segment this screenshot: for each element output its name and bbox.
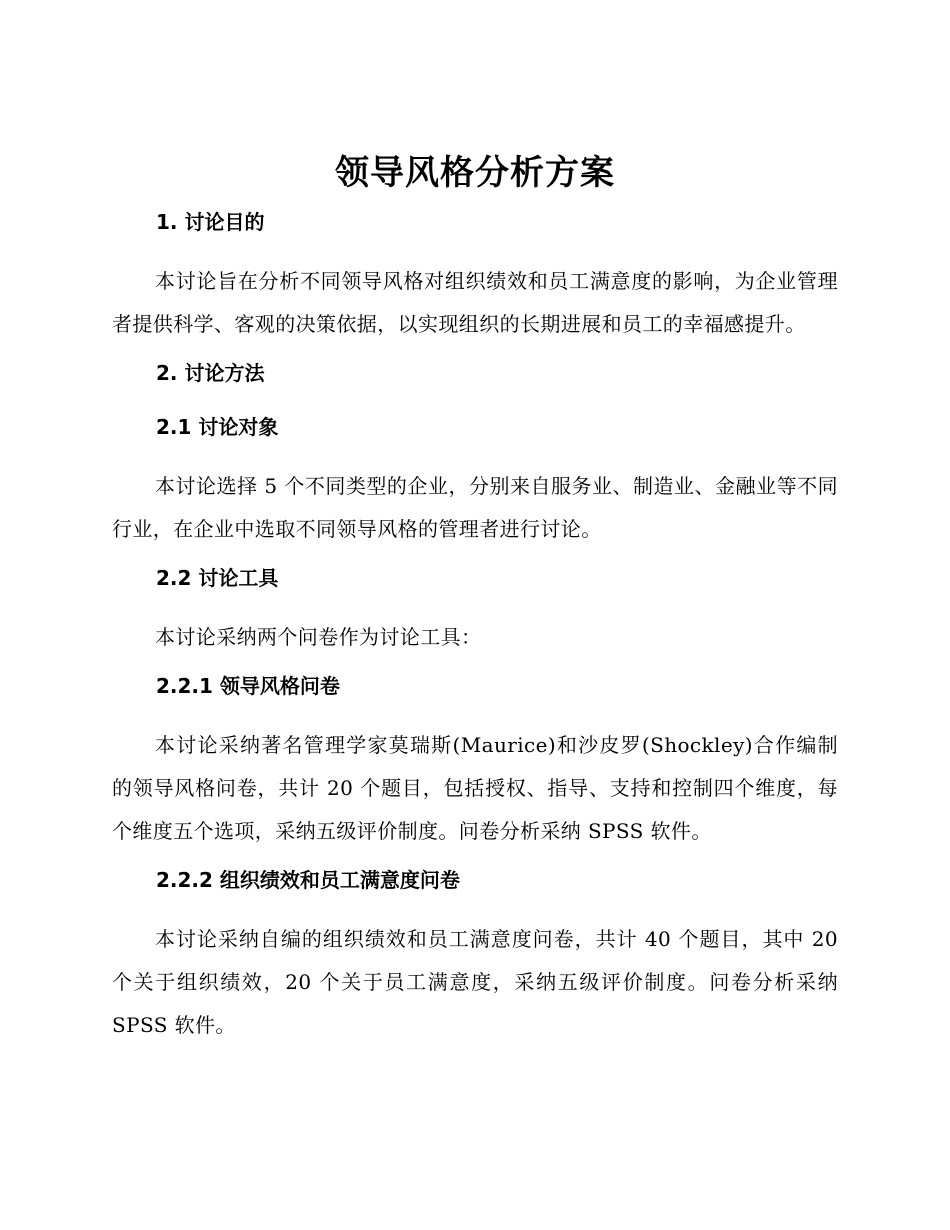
paragraph-purpose: 本讨论旨在分析不同领导风格对组织绩效和员工满意度的影响，为企业管理者提供科学、客观的决策依据，以实现组织的长期进展和员工的幸福感提升。 <box>112 269 838 336</box>
paragraph-tools: 本讨论采纳两个问卷作为讨论工具： <box>155 625 482 649</box>
section-heading-performance-questionnaire: 2.2.2 组织绩效和员工满意度问卷 <box>156 868 460 892</box>
document-body <box>112 148 838 1058</box>
paragraph-leadership-questionnaire: 本讨论采纳著名管理学家莫瑞斯(Maurice)和沙皮罗(Shockley)合作编制的领导风格问卷，共计 20 个题目，包括授权、指导、支持和控制四个维度，每个维度五个选项，采纳五级评价制度。问卷分析采纳 SPSS 软件。 <box>112 733 838 843</box>
section-heading-subjects: 2.1 讨论对象 <box>156 415 279 439</box>
document-title: 领导风格分析方案 <box>335 153 615 193</box>
section-heading-method: 2. 讨论方法 <box>156 361 265 385</box>
section-heading-purpose: 1. 讨论目的 <box>156 210 265 234</box>
section-heading-leadership-questionnaire: 2.2.1 领导风格问卷 <box>156 674 340 698</box>
paragraph-performance-questionnaire: 本讨论采纳自编的组织绩效和员工满意度问卷，共计 40 个题目，其中 20 个关于组织绩效，20 个关于员工满意度，采纳五级评价制度。问卷分析采纳 SPSS 软件。 <box>112 927 838 1037</box>
paragraph-subjects: 本讨论选择 5 个不同类型的企业，分别来自服务业、制造业、金融业等不同行业，在企业中选取不同领导风格的管理者进行讨论。 <box>112 474 838 541</box>
section-heading-tools: 2.2 讨论工具 <box>156 566 279 590</box>
